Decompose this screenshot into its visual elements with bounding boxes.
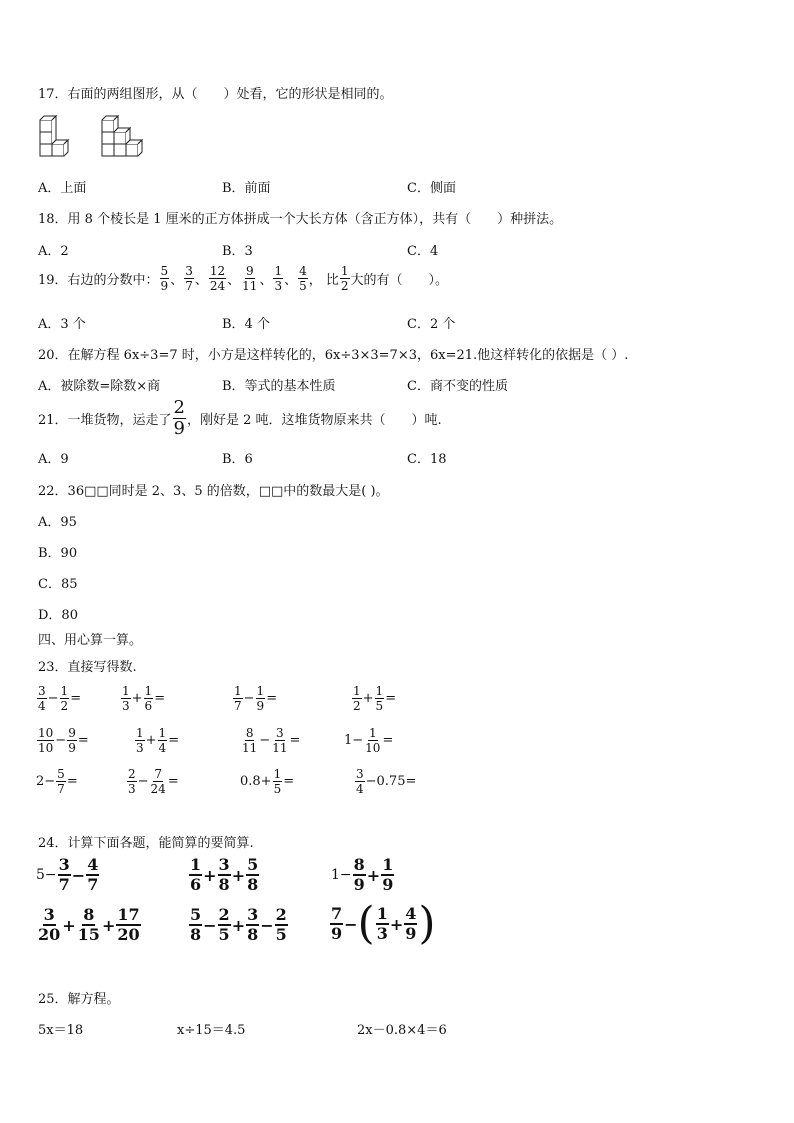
q24-expr-5: $\frac{5}{8}$ − $\frac{2}{5}$ + $\frac{3}{8}$ − $\frac{2}{5}$ [190,905,287,944]
cube-figures-image [38,114,148,160]
q21-frac: $\frac{2}{9}$ [173,397,185,439]
q17-option-c: C．侧面 [407,181,456,196]
q19-compare-frac: $\frac{1}{2}$ [340,264,349,293]
q18-option-b: B．3 [222,244,253,259]
q23-item-9: 2− $\frac{5}{7}$ = [36,767,78,796]
q17-option-b: B．前面 [222,181,271,196]
q19-frac-1: $\frac{5}{9}$ [160,264,169,293]
q19-line: 19．右边的分数中： $\frac{5}{9}$ 、 $\frac{3}{7}$ 、 $\frac{12}{24}$ 、 $\frac{9}{11}$ 、 $\frac{1}{3}$ 、 $\frac{4}{5}$ ， 比 $\frac{1}{2}$ 大的有（ ）。 [38,264,449,293]
q23-item-4: $\frac{1}{2}$ + $\frac{1}{5}$ = [353,684,397,713]
q19-prefix: 19．右边的分数中： [38,273,159,288]
q20-option-b: B．等式的基本性质 [222,379,336,394]
q23-item-8: 1− $\frac{1}{10}$ = [344,726,394,755]
q20-text: 20．在解方程 6x÷3=7 时，小方是这样转化的，6x÷3×3=7×3，6x=21.他这样转化的依据是（ ）. [38,348,629,363]
q21-option-b: B．6 [222,452,253,467]
q21-suffix: ，刚好是 2 吨．这堆货物原来共（ ）吨. [187,413,442,428]
q19-option-c: C．2 个 [407,317,456,332]
q18-option-a: A．2 [38,244,69,259]
q19-frac-3: $\frac{12}{24}$ [209,264,226,293]
q21-option-c: C．18 [407,452,447,467]
q25-equation-1: 5x＝18 [38,1023,84,1038]
q25-equation-3: 2x－0.8×4＝6 [357,1023,447,1038]
q24-expr-2: $\frac{1}{6}$ + $\frac{3}{8}$ + $\frac{5}{8}$ [190,855,259,894]
q23-title: 23．直接写得数. [38,660,137,675]
q23-item-7: $\frac{8}{11}$ − $\frac{3}{11}$ = [242,726,301,755]
q20-option-a: A．被除数=除数×商 [38,379,161,394]
q17-text: 17．右面的两组图形，从（ ）处看，它的形状是相同的。 [38,87,393,102]
q23-item-10: $\frac{2}{3}$ − $\frac{7}{24}$ = [128,767,179,796]
q24-title: 24．计算下面各题，能简算的要简算. [38,836,254,851]
q23-item-11: 0.8+ $\frac{1}{5}$ = [240,767,295,796]
q23-item-3: $\frac{1}{7}$ − $\frac{1}{9}$ = [234,684,278,713]
q19-frac-5: $\frac{1}{3}$ [274,264,283,293]
q23-item-2: $\frac{1}{3}$ + $\frac{1}{6}$ = [122,684,166,713]
q24-expr-4: $\frac{3}{20}$ + $\frac{8}{15}$ + $\frac{17}{20}$ [38,905,140,944]
q24-expr-3: 1− $\frac{8}{9}$ + $\frac{1}{9}$ [331,855,394,894]
q19-frac-6: $\frac{4}{5}$ [299,264,307,293]
q24-expr-1: 5− $\frac{3}{7}$ − $\frac{4}{7}$ [36,855,99,894]
q22-option-b: B．90 [38,546,78,561]
q25-equation-2: x÷15＝4.5 [177,1023,246,1038]
q23-item-1: $\frac{3}{4}$ − $\frac{1}{2}$ = [38,684,82,713]
q25-title: 25．解方程。 [38,992,120,1007]
q24-expr-6: $\frac{7}{9}$ − ( $\frac{1}{3}$ + $\frac{4}{9}$ ) [331,898,436,949]
section-heading: 四、用心算一算。 [38,633,143,648]
q20-option-c: C．商不变的性质 [407,379,508,394]
q23-item-12: $\frac{3}{4}$ −0.75 = [356,767,417,796]
q22-option-a: A．95 [38,515,77,530]
q18-option-c: C．4 [407,244,439,259]
q22-text: 22．36□□同时是 2、3、5 的倍数，□□中的数最大是( )。 [38,484,389,499]
q19-frac-4: $\frac{9}{11}$ [242,264,258,293]
q21-option-a: A．9 [38,452,69,467]
q22-option-d: D．80 [38,608,78,623]
q17-option-a: A．上面 [38,181,87,196]
q22-option-c: C．85 [38,577,78,592]
q23-item-5: $\frac{10}{10}$ − $\frac{9}{9}$ = [38,726,89,755]
q19-frac-2: $\frac{3}{7}$ [185,264,193,293]
q21-prefix: 21．一堆货物，运走了 [38,413,172,428]
q19-option-a: A．3 个 [38,317,86,332]
q18-text: 18．用 8 个棱长是 1 厘米的正方体拼成一个大长方体（含正方体），共有（ ）种拼法。 [38,212,563,227]
q19-option-b: B．4 个 [222,317,270,332]
q21-line [38,398,442,439]
q23-item-6: $\frac{1}{3}$ + $\frac{1}{4}$ = [136,726,180,755]
